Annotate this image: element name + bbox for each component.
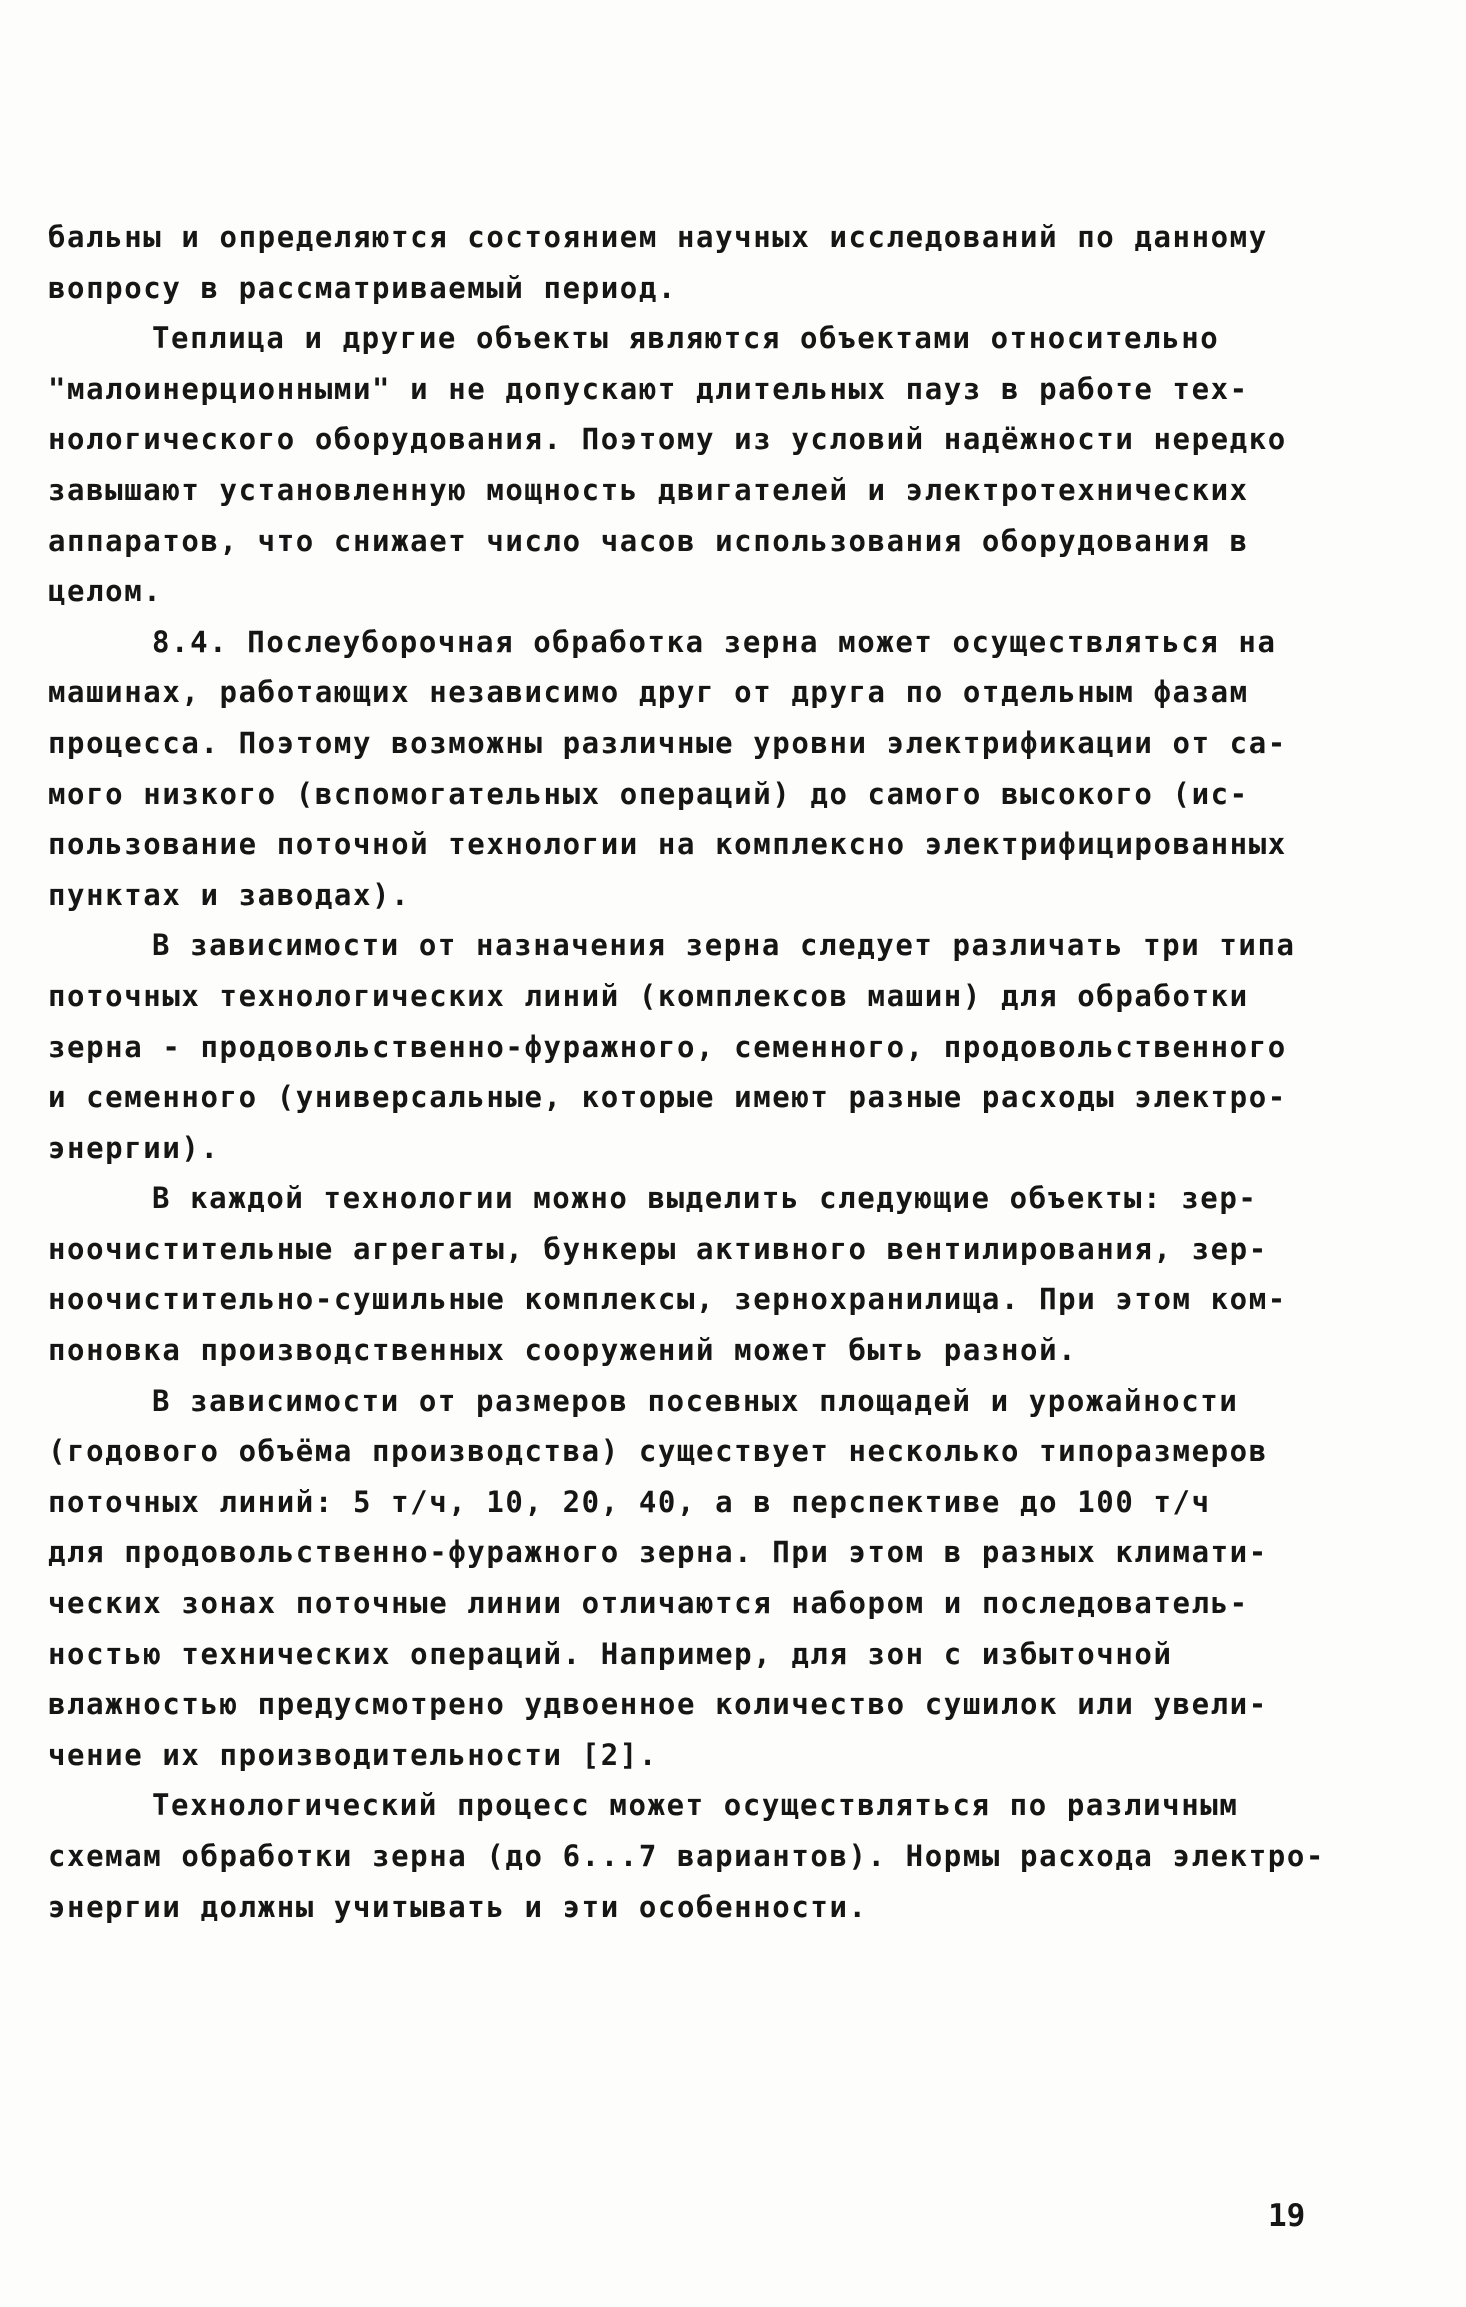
text-line: мого низкого (вспомогательных операций) до самого высокого (ис- [48, 776, 1249, 811]
text-line: В зависимости от назначения зерна следует различать три типа [152, 928, 1296, 963]
text-line: В каждой технологии можно выделить следующие объекты: зер- [152, 1181, 1258, 1216]
text-line: "малоинерционными" и не допускают длительных пауз в работе тех- [48, 371, 1249, 406]
text-line: аппаратов, что снижает число часов использования оборудования в [48, 523, 1249, 558]
text-line: нологического оборудования. Поэтому из условий надёжности нередко [48, 422, 1287, 457]
text-line: схемам обработки зерна (до 6...7 вариантов). Нормы расхода электро- [48, 1839, 1325, 1873]
text-line: В зависимости от размеров посевных площадей и урожайности [152, 1383, 1239, 1418]
text-line: для продовольственно-фуражного зерна. При этом в разных климати- [48, 1535, 1268, 1570]
text-line: ноочистительные агрегаты, бункеры активного вентилирования, зер- [48, 1231, 1268, 1266]
text-line: пунктах и заводах). [48, 877, 411, 912]
text-line: машинах, работающих независимо друг от друга по отдельным фазам [48, 675, 1249, 710]
text-line: поточных технологических линий (комплексов машин) для обработки [48, 978, 1249, 1013]
text-line: влажностью предусмотрено удвоенное количество сушилок или увели- [48, 1687, 1268, 1722]
text-line: (годового объёма производства) существует несколько типоразмеров [48, 1434, 1268, 1469]
text-line: вопросу в рассматриваемый период. [48, 270, 677, 305]
text-line: чение их производительности [2]. [48, 1737, 658, 1772]
text-line: процесса. Поэтому возможны различные уровни электрификации от са- [48, 725, 1287, 760]
text-line: целом. [48, 574, 163, 609]
text-line: Теплица и другие объекты являются объектами относительно [152, 321, 1220, 356]
body-text [48, 212, 1420, 1932]
text-line: завышают установленную мощность двигателей и электротехнических [48, 472, 1249, 507]
text-line: ноочистительно-сушильные комплексы, зернохранилища. При этом ком- [48, 1282, 1287, 1317]
page-number: 19 [1268, 2198, 1306, 2234]
text-line: энергии должны учитывать и эти особенности. [48, 1889, 868, 1924]
text-line: зерна - продовольственно-фуражного, семенного, продовольственного [48, 1029, 1287, 1064]
text-line: пользование поточной технологии на комплексно электрифицированных [48, 827, 1287, 862]
text-line: ческих зонах поточные линии отличаются набором и последователь- [48, 1586, 1249, 1621]
text-line: Технологический процесс может осуществляться по различным [152, 1788, 1239, 1823]
text-line: 8.4. Послеуборочная обработка зерна может осуществляться на [152, 624, 1277, 659]
text-line: энергии). [48, 1130, 220, 1165]
text-line: и семенного (универсальные, которые имеют разные расходы электро- [48, 1080, 1287, 1115]
text-line: поновка производственных сооружений может быть разной. [48, 1333, 1078, 1368]
text-line: бальны и определяются состоянием научных исследований по данному [48, 220, 1268, 254]
text-line: ностью технических операций. Например, для зон с избыточной [48, 1636, 1173, 1671]
text-line: поточных линий: 5 т/ч, 10, 20, 40, а в перспективе до 100 т/ч [48, 1484, 1211, 1519]
